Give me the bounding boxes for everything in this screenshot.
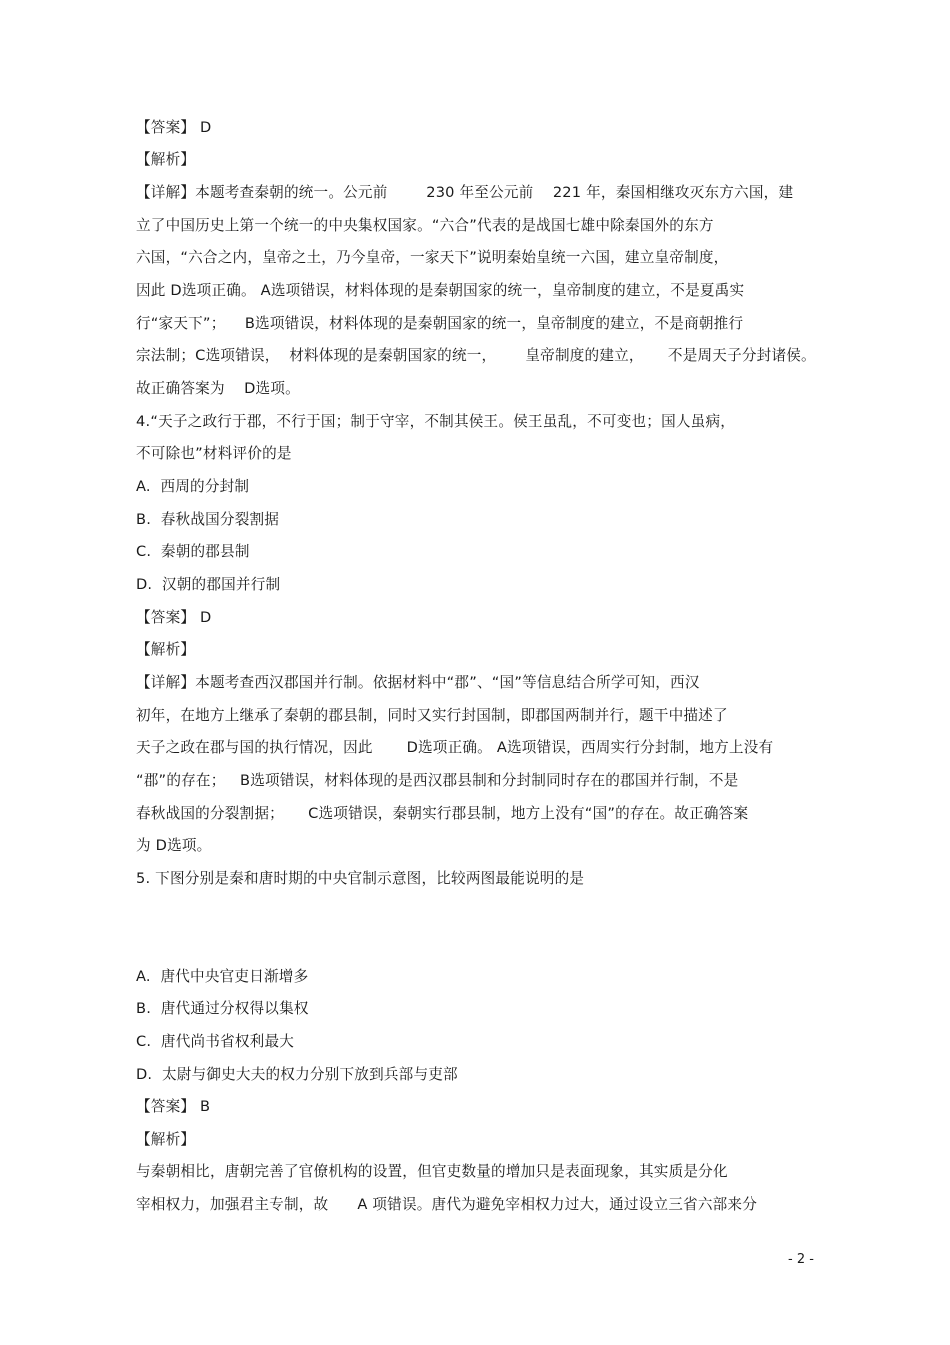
analysis-label-q5: 【解析】 bbox=[136, 1131, 196, 1148]
page-number: - 2 - bbox=[788, 1252, 814, 1267]
question-4-option-b: B. 春秋战国分裂割据 bbox=[136, 511, 280, 528]
question-4-stem: 不可除也”材料评价的是 bbox=[136, 445, 292, 462]
answer-label-q4: 【答案】 D bbox=[136, 609, 212, 626]
explanation-q3-line: 【详解】本题考查秦朝的统一。公元前 230 年至公元前 221 年，秦国相继攻灭东方六国，建 bbox=[136, 184, 794, 201]
explanation-q4-line: 为 D选项。 bbox=[136, 837, 212, 854]
explanation-q3-line: 因此 D选项正确。 A选项错误，材料体现的是秦朝国家的统一，皇帝制度的建立，不是夏禹实 bbox=[136, 282, 745, 299]
explanation-q4-line: 【详解】本题考查西汉郡国并行制。依据材料中“郡”、“国”等信息结合所学可知，西汉 bbox=[136, 674, 700, 691]
answer-label-q5: 【答案】 B bbox=[136, 1098, 211, 1115]
question-5-option-b: B. 唐代通过分权得以集权 bbox=[136, 1000, 309, 1017]
explanation-q4-line: 天子之政在郡与国的执行情况，因此 D选项正确。 A选项错误，西周实行分封制，地方上没有 bbox=[136, 739, 774, 756]
explanation-q5-line: 宰相权力，加强君主专制，故 A 项错误。唐代为避免宰相权力过大，通过设立三省六部来分 bbox=[136, 1196, 758, 1213]
question-5-stem: 5. 下图分别是秦和唐时期的中央官制示意图，比较两图最能说明的是 bbox=[136, 870, 585, 887]
explanation-q4-line: 春秋战国的分裂割据； C选项错误，秦朝实行郡县制，地方上没有“国”的存在。故正确答案 bbox=[136, 805, 749, 822]
explanation-q3-line: 故正确答案为 D选项。 bbox=[136, 380, 300, 397]
question-4-option-d: D. 汉朝的郡国并行制 bbox=[136, 576, 281, 593]
question-5-option-c: C. 唐代尚书省权利最大 bbox=[136, 1033, 295, 1050]
explanation-q3-line: 六国，“六合之内，皇帝之土，乃今皇帝，一家天下”说明秦始皇统一六国，建立皇帝制度， bbox=[136, 249, 729, 266]
analysis-label-q4: 【解析】 bbox=[136, 641, 196, 658]
question-4-stem: 4.“天子之政行于郡，不行于国；制于守宰，不制其侯王。侯王虽乱，不可变也；国人虽病， bbox=[136, 413, 736, 430]
question-4-option-c: C. 秦朝的郡县制 bbox=[136, 543, 250, 560]
explanation-q4-line: 初年，在地方上继承了秦朝的郡县制，同时又实行封国制，即郡国两制并行，题干中描述了 bbox=[136, 707, 728, 724]
question-5-option-d: D. 太尉与御史大夫的权力分别下放到兵部与吏部 bbox=[136, 1066, 458, 1083]
analysis-label-q3: 【解析】 bbox=[136, 151, 196, 168]
explanation-q3-line: 行“家天下”； B选项错误，材料体现的是秦朝国家的统一，皇帝制度的建立，不是商朝推行 bbox=[136, 315, 744, 332]
question-5-option-a: A. 唐代中央官吏日渐增多 bbox=[136, 968, 309, 985]
question-4-option-a: A. 西周的分封制 bbox=[136, 478, 250, 495]
explanation-q3-line: 宗法制；C选项错误， 材料体现的是秦朝国家的统一， 皇帝制度的建立， 不是周天子分封诸侯。 bbox=[136, 347, 816, 364]
answer-label-q3: 【答案】 D bbox=[136, 119, 212, 136]
explanation-q5-line: 与秦朝相比，唐朝完善了官僚机构的设置，但官吏数量的增加只是表面现象，其实质是分化 bbox=[136, 1163, 728, 1180]
explanation-q3-line: 立了中国历史上第一个统一的中央集权国家。“六合”代表的是战国七雄中除秦国外的东方 bbox=[136, 217, 714, 234]
explanation-q4-line: “郡”的存在； B选项错误，材料体现的是西汉郡县制和分封制同时存在的郡国并行制，不是 bbox=[136, 772, 739, 789]
